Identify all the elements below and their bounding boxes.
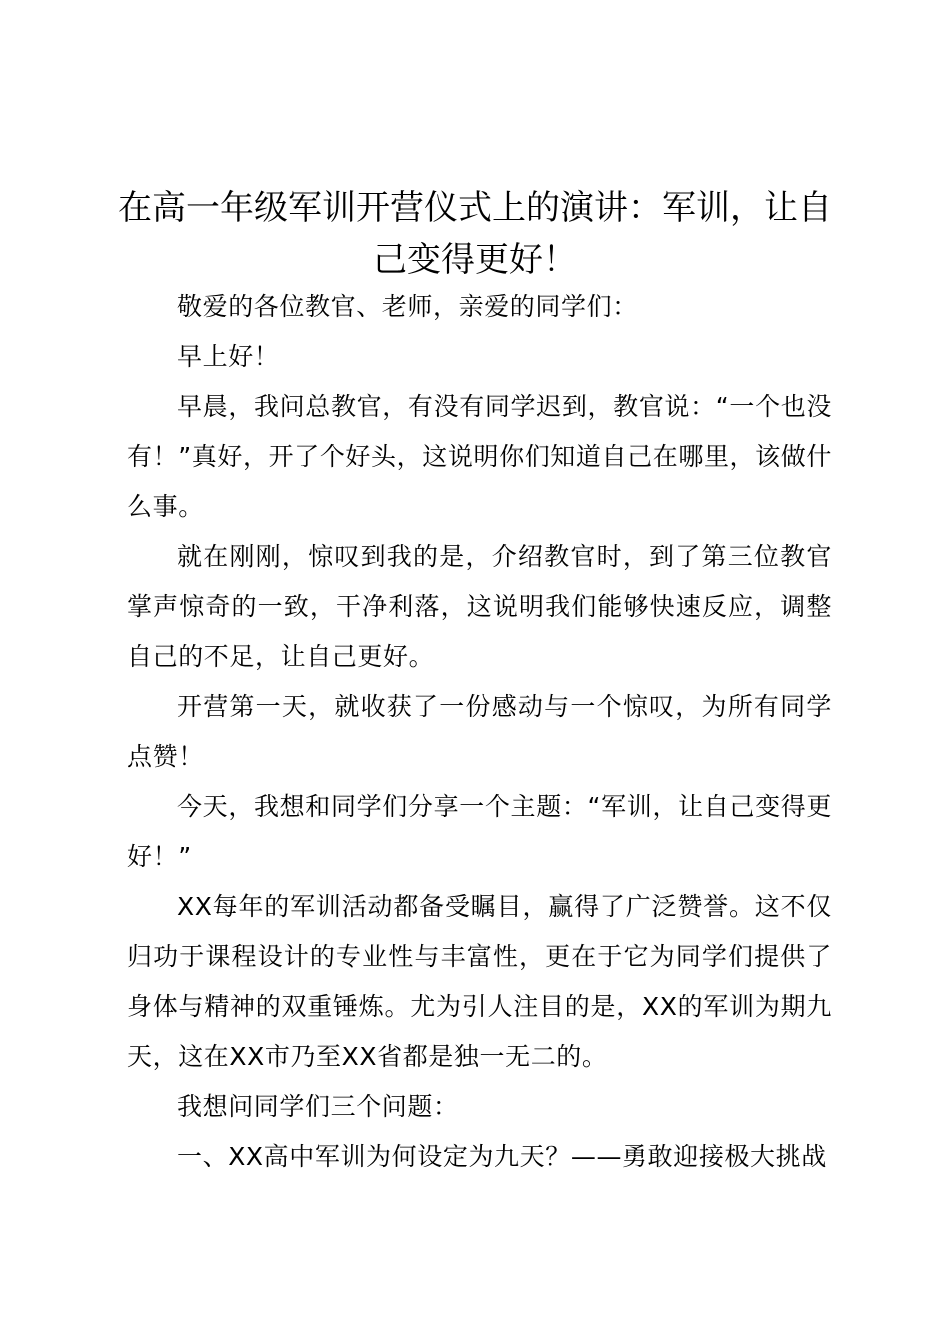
document-body	[127, 282, 832, 1182]
paragraph: 开营第一天，就收获了一份感动与一个惊叹，为所有同学点赞！	[127, 692, 832, 771]
document-title: 在高一年级军训开营仪式上的演讲：军训，让自己变得更好！	[118, 188, 832, 280]
section-heading: 一、XX高中军训为何设定为九天？——勇敢迎接极大挑战	[177, 1142, 827, 1171]
paragraph-salutation: 敬爱的各位教官、老师，亲爱的同学们：	[177, 292, 638, 321]
paragraph-greeting: 早上好！	[177, 342, 280, 371]
paragraph: XX每年的军训活动都备受瞩目，赢得了广泛赞誉。这不仅归功于课程设计的专业性与丰富性，更在于它为同学们提供了身体与精神的双重锤炼。尤为引人注目的是，XX的军训为期九天，这在XX市乃至XX省都是独一无二的。	[127, 892, 832, 1071]
paragraph: 今天，我想和同学们分享一个主题：“军训，让自己变得更好！”	[127, 792, 832, 871]
paragraph: 早晨，我问总教官，有没有同学迟到，教官说：“一个也没有！”真好，开了个好头，这说明你们知道自己在哪里，该做什么事。	[127, 392, 832, 521]
paragraph: 我想问同学们三个问题：	[177, 1092, 459, 1121]
paragraph: 就在刚刚，惊叹到我的是，介绍教官时，到了第三位教官掌声惊奇的一致，干净利落，这说明我们能够快速反应，调整自己的不足，让自己更好。	[127, 542, 832, 671]
